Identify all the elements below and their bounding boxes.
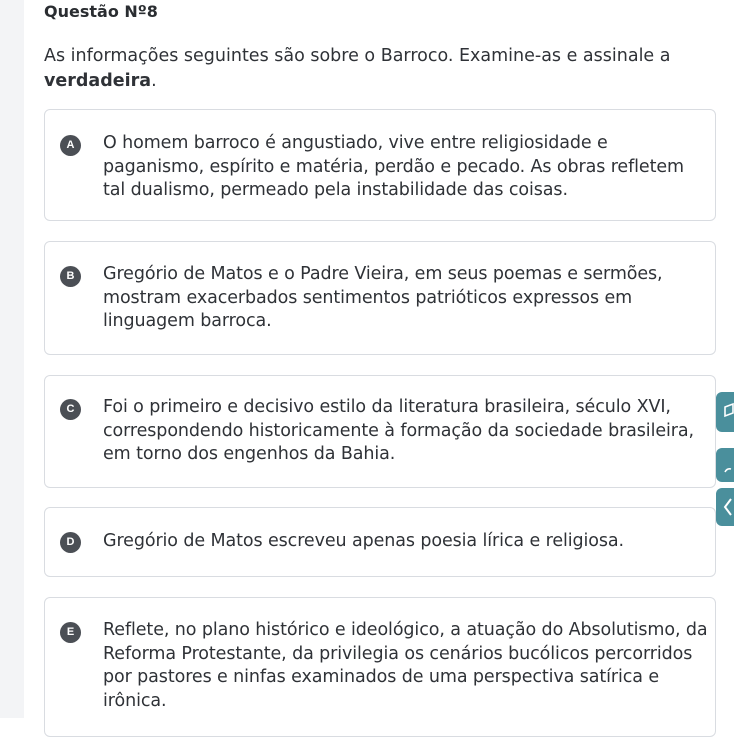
question-title: Questão Nº8 [44,2,158,21]
question-stem-end: . [151,71,157,91]
question-stem [44,44,714,94]
left-sidebar-strip [0,0,24,718]
option-card-c[interactable] [44,375,716,488]
chevron-left-icon [716,488,734,526]
option-text: Reflete, no plano histórico e ideológico, a atuação do Absolutismo, da Reforma Protestante, da privilegia os cenários bucólicos percorridos por pastores e ninfas examinados de uma perspectiva satírica e irônica. [103,620,708,711]
option-letter-badge: D [60,532,81,553]
option-letter-badge: C [60,399,81,420]
flag-button[interactable] [716,392,734,432]
option-card-b[interactable] [44,241,716,355]
option-text: O homem barroco é angustiado, vive entre religiosidade e paganismo, espírito e matéria, perdão e pecado. As obras refletem tal dualismo, permeado pela instabilidade das coisas. [103,133,684,200]
option-text: Foi o primeiro e decisivo estilo da literatura brasileira, século XVI, correspondendo historicamente à formação da sociedade brasileira, em torno dos engenhos da Bahia. [103,397,694,464]
question-stem-text: As informações seguintes são sobre o Barroco. Examine-as e assinale a [44,46,671,66]
chat-icon [716,448,734,482]
option-text: Gregório de Matos e o Padre Vieira, em seus poemas e sermões, mostram exacerbados sentimentos patrióticos expressos em linguagem barroca. [103,264,663,331]
question-stem-emphasis: verdadeira [44,71,152,91]
collapse-button[interactable] [716,488,734,526]
option-letter-badge: E [60,622,81,643]
flag-icon [716,392,734,432]
option-letter-badge: B [60,266,81,287]
chat-button[interactable] [716,448,734,482]
option-letter-badge: A [60,135,81,156]
option-card-d[interactable] [44,507,716,577]
option-card-e[interactable] [44,597,716,737]
option-card-a[interactable] [44,109,716,221]
option-text: Gregório de Matos escreveu apenas poesia lírica e religiosa. [103,531,624,551]
